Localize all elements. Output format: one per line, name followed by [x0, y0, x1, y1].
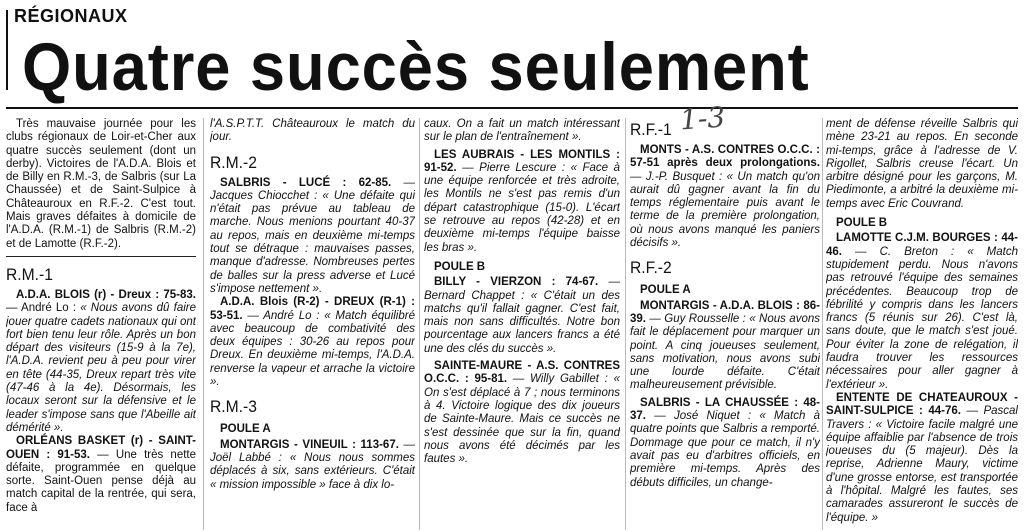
column-3 — [424, 118, 620, 528]
article-headline: Quatre succès seulement — [22, 29, 810, 105]
match-report — [210, 177, 415, 297]
continued-text — [424, 118, 620, 145]
match-title: MONTARGIS - VINEUIL : 113-67. — [220, 438, 399, 451]
match-quote: — José Niquet : « Match à quatre points que Salbris a remporté. Dommage que pour ce match, il n'y avait pas eu d'arbitres officiels, en première mi-temps. Après des débuts difficiles, un change- — [630, 410, 820, 489]
match-report — [630, 300, 820, 393]
match-title: LAMOTTE C.J.M. BOURGES : 44-46. — [826, 232, 1018, 258]
section-rubric: RÉGIONAUX — [14, 6, 128, 26]
column-5 — [826, 118, 1018, 528]
continued-quote: caux. On a fait un match intéressant sur le plan de l'entraînement ». — [424, 118, 620, 144]
match-quote: — Willy Gabillet : « On s'est déplacé à 7 ; nous terminons à 4. Victoire logique des dix joueurs de Sainte-Maure. Mais ce succès ne s'est dessinée que sur la fin, quand nous avons été décimés par les fautes ». — [424, 373, 620, 466]
article-intro: Très mauvaise journée pour les clubs régionaux de Loir-et-Cher aux quatre succès seulement (dont un derby). Victoires de l'A.D.A. Blois et de Billy en R.M.-3, de Salbris (sur La Chaussée) et de Saint-Sulpice à Châteauroux en R.F.-2. C'est tout. Mais graves défaites à domicile de l'A.D.A. (R.M.-1) de Salbris (R.M.-2) et de Lamotte (R.F.-2). — [6, 118, 196, 250]
match-report — [630, 397, 820, 490]
column-divider — [203, 118, 204, 530]
handwritten-annotation: 1-3 — [678, 100, 727, 137]
pool-heading: POULE B — [836, 217, 888, 230]
match-title: MONTARGIS - A.D.A. BLOIS : 86-39. — [630, 299, 820, 325]
match-quote: — Bernard Chappet : « C'était un des matchs qu'il fallait gagner. C'est fait, mais non sans difficultés. Notre bon pourcentage aux lancers francs a été une des clés du succès ». — [424, 276, 620, 355]
match-report — [826, 392, 1018, 525]
match-quote: — J.-P. Busquet : « Un match qu'on aurait dû gagner avant la fin du temps réglementaire puis avant le terme de la première prolongation, où nous avons manqué les paniers décisifs ». — [630, 170, 820, 250]
section-heading: R.M.-1 — [6, 264, 53, 284]
section-heading: R.F.-2 — [630, 258, 672, 278]
match-title: LES AUBRAIS - LES MONTILS : 91-52. — [424, 148, 620, 174]
match-report — [826, 232, 1018, 392]
match-title: SAINTE-MAURE - A.S. CONTRES O.C.C. : 95-81. — [424, 360, 620, 386]
match-report — [6, 289, 196, 435]
section-heading: R.F.-1 — [630, 120, 672, 139]
match-report — [6, 435, 196, 515]
match-quote: — Pierre Lescure : « Face à une équipe renforcée et très adroite, les Montils ne s'est pas remis d'un départ catastrophique (15-0). L'écart se retrouve au repos (42-28) et en deuxième mi-temps l'équipe baisse les bras ». — [424, 161, 620, 254]
match-title: ENTENTE DE CHATEAUROUX - SAINT-SULPICE : 44-76. — [826, 391, 1018, 418]
match-report — [424, 276, 620, 356]
column-4 — [630, 118, 820, 528]
match-quote: « Nous avons dû faire jouer quatre cadets nationaux qui ont fort bien tenu leur rôle. Après un bon départ des visiteurs (15-9 à la 7e), l'A.D.A. revient peu à peu pour virer en tête (44-35, Dreux repart très vite (47-46 à la 4e). Désormais, les locaux seront sur la défensive et le leader s'impose sans que l'Abeille ait démérité ». — [6, 302, 196, 434]
headline-rule — [6, 107, 1018, 109]
match-reporter: — André Lo : — [6, 302, 81, 315]
match-title: SALBRIS - LUCÉ : 62-85. — [220, 176, 392, 189]
column-divider — [625, 118, 626, 530]
pool-heading: POULE A — [220, 423, 271, 436]
continued-text — [210, 118, 415, 145]
match-quote: — André Lo : « Match équilibré avec beaucoup de combativité des deux équipes : 30-26 au repos pour Dreux. En deuxième mi-temps, l'A.D.A. renverse la vapeur et arrache la victoire ». — [210, 309, 415, 389]
rubric-rule — [6, 10, 8, 90]
match-quote: — C. Breton : « Match stupidement perdu. Nous n'avons pas retrouvé l'équipe des semaines précédentes. Beaucoup trop de fébrilité y compris dans les lancers francs (5 réunis sur 26). C'est là, sans doute, que le match s'est joué. Pour éviter la zone de relégation, il faudra trouver les ressources nécessaires pour aller gagner à l'extérieur ». — [826, 245, 1018, 391]
match-report — [210, 439, 415, 492]
section-heading: R.M.-3 — [210, 397, 257, 417]
match-quote: — Joël Labbé : « Nous nous sommes déplacés à six, sans extérieurs. C'était « mission impossible » face à dix lo- — [210, 438, 415, 491]
match-title: A.D.A. BLOIS (r) - Dreux : 75-83. — [16, 288, 196, 301]
match-title: MONTS - A.S. CONTRES O.C.C. : 57-51 après deux prolongations. — [630, 144, 820, 170]
match-report — [424, 360, 620, 466]
column-2 — [210, 118, 415, 528]
continued-quote: l'A.S.P.T.T. Châteauroux le match du jour. — [210, 118, 415, 144]
match-report — [630, 144, 820, 250]
section-separator — [6, 256, 196, 257]
pool-heading: POULE A — [640, 284, 691, 297]
match-title: BILLY - VIERZON : 74-67. — [434, 276, 599, 289]
match-title: SALBRIS - LA CHAUSSÉE : 48-37. — [630, 396, 820, 423]
continued-text — [826, 118, 1018, 211]
column-divider — [419, 118, 420, 530]
match-text: — Une très nette défaite, programmée en quelque sorte. Saint-Ouen pense déjà au match capital de la rentrée, qui sera, face à — [6, 448, 196, 514]
column-divider — [822, 118, 823, 530]
match-report — [210, 296, 415, 389]
match-title: ORLÉANS BASKET (r) - SAINT-OUEN : 91-53. — [6, 435, 196, 461]
match-quote: — Pascal Travers : « Victoire facile malgré une équipe affaiblie par l'absence de trois joueuses du (5 majeur). Dès la reprise, Adrienne Maury, victime d'une grosse entorse, est transportée à l'hôpital. Malgré les fautes, ses camarades assureront le succès de l'équipe. » — [826, 405, 1018, 524]
match-title: A.D.A. Blois (R-2) - DREUX (R-1) : 53-51. — [210, 296, 415, 322]
match-quote: — Guy Rousselle : « Nous avons fait le déplacement pour marquer un point. A cinq joueuses seulement, sans motivation, nous avons subi une lourde défaite. C'était malheureusement prévisible. — [630, 312, 820, 392]
match-report — [424, 149, 620, 255]
section-heading: R.M.-2 — [210, 152, 257, 172]
match-quote: — Jacques Chiocchet : « Une défaite qui n'était pas prévue au tableau de marche. Nous menions pourtant 40-37 au repos, mais en deuxième mi-temps tout se détraque : mauvaises passes, manque d'adresse. Nombreuses pertes de balles sur la press adverse et Lucé s'impose nettement ». — [210, 176, 415, 295]
pool-heading: POULE B — [434, 260, 486, 273]
continued-quote: ment de défense réveille Salbris qui mène 23-21 au repos. En seconde mi-temps, grâce à l'adresse de V. Rigollet, Salbris creuse l'écart. Un arbitre désigné pour les garçons, M. Piedimonte, a arbitré la deuxième mi-temps avec Eric Couvrand. — [826, 118, 1018, 210]
column-1 — [6, 118, 196, 528]
